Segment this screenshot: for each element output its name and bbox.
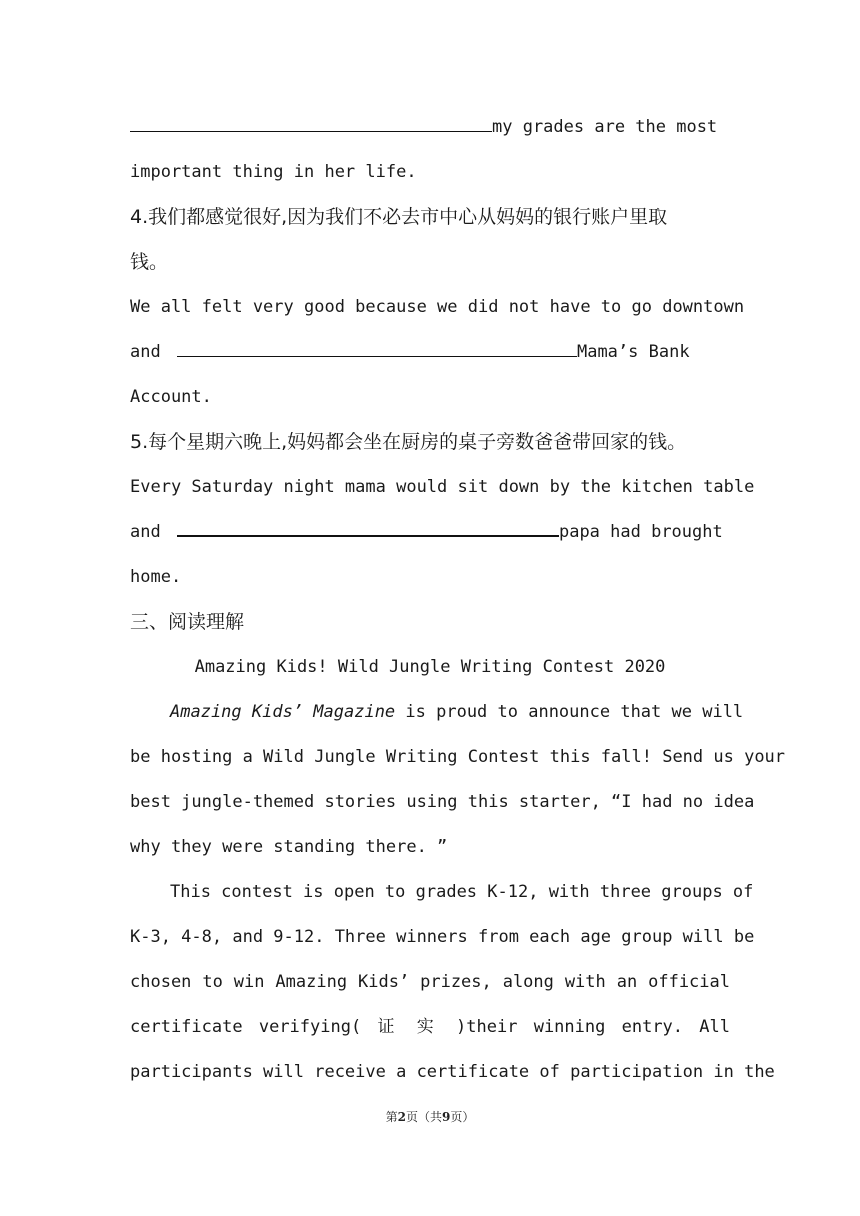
total-pages: 9 — [442, 1110, 451, 1124]
q4-english-line-3: Account. — [130, 387, 212, 407]
passage-p2-line-3: chosen to win Amazing Kids’ prizes, along with an official — [130, 972, 730, 992]
q5-english-line-2 — [130, 510, 730, 555]
q4-text: Mama’s Bank — [576, 342, 690, 362]
footer-text: 页（共 — [405, 1110, 442, 1124]
passage-p2-line-5: participants will receive a certificate of participation in the — [130, 1062, 775, 1082]
q5-english-line-3: home. — [130, 567, 182, 587]
passage-text: is proud to announce that we will — [395, 702, 744, 722]
passage-p2-line-1: This contest is open to grades K-12, with three groups of — [170, 882, 754, 902]
passage-title: Amazing Kids! Wild Jungle Writing Contest 2020 — [194, 657, 666, 677]
q3-text: my grades are the most — [492, 117, 718, 137]
footer-text: 第 — [385, 1110, 398, 1124]
page-number: 2 — [397, 1110, 406, 1124]
q5-english-line-1: Every Saturday night mama would sit down by the kitchen table — [130, 477, 755, 497]
q4-english-line-1: We all felt very good because we did not have to go downtown — [130, 297, 745, 317]
q3-line-1 — [130, 105, 730, 150]
passage-p1-line-2: be hosting a Wild Jungle Writing Contest this fall! Send us your — [130, 747, 786, 767]
q5-chinese-line-1: 5.每个星期六晚上,妈妈都会坐在厨房的桌子旁数爸爸带回家的钱。 — [130, 431, 687, 453]
q4-english-line-2 — [130, 330, 730, 375]
q5-text: papa had brought — [558, 522, 723, 542]
passage-p2-line-2: K-3, 4-8, and 9-12. Three winners from each age group will be — [130, 927, 755, 947]
passage-p2-line-4: certificate verifying( 证 实 )their winning entry. All — [130, 1017, 730, 1037]
passage-p1-line-4: why they were standing there. ” — [130, 837, 448, 857]
q3-line-2: important thing in her life. — [130, 162, 417, 182]
q5-text: and — [130, 522, 161, 542]
answer-blank[interactable] — [177, 341, 577, 357]
magazine-name: Amazing Kids’ Magazine — [170, 702, 396, 722]
q4-text: and — [130, 342, 161, 362]
answer-blank[interactable] — [130, 116, 492, 132]
page-footer — [0, 1108, 860, 1125]
passage-p1-line-1 — [170, 690, 744, 735]
answer-blank[interactable] — [177, 520, 559, 537]
q4-chinese-line-2: 钱。 — [130, 251, 169, 273]
q4-chinese-line-1: 4.我们都感觉很好,因为我们不必去市中心从妈妈的银行账户里取 — [130, 206, 668, 228]
passage-p1-line-3: best jungle-themed stories using this starter, “I had no idea — [130, 792, 755, 812]
section-heading: 三、阅读理解 — [130, 611, 245, 633]
footer-text: 页） — [450, 1110, 475, 1124]
